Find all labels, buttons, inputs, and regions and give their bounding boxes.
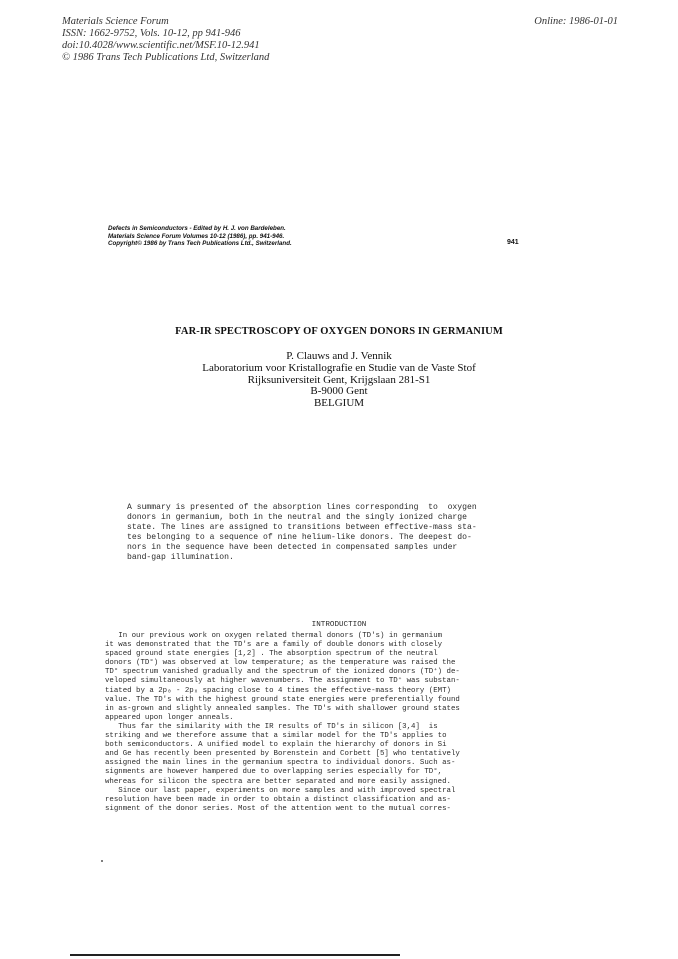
abstract-line: band-gap illumination. [127,553,234,563]
doi-line: doi:10.4028/www.scientific.net/MSF.10-12.941 [62,40,260,51]
body-line: veloped simultaneously at higher wavenumbers. The assignment to TD⁺ was substan- [105,677,460,686]
issn-line: ISSN: 1662-9752, Vols. 10-12, pp 941-946 [62,28,241,39]
online-date: Online: 1986-01-01 [534,16,618,27]
paper-title: FAR-IR SPECTROSCOPY OF OXYGEN DONORS IN GERMANIUM [175,326,503,337]
body-line: both semiconductors. A unified model to explain the hierarchy of donors in Si [105,741,447,750]
abstract-line: nors in the sequence have been detected in compensated samples under [127,543,458,553]
body-line: and Ge has recently been presented by Borenstein and Corbett [5] who tentatively [105,750,460,759]
book-line-1: Defects in Semiconductors - Edited by H. J. von Bardeleben. [108,225,286,232]
author-names: P. Clauws and J. Vennik [286,350,392,362]
body-line: whereas for silicon the spectra are better separated and more easily assigned. [105,777,451,786]
abstract-line: A summary is presented of the absorption lines corresponding to oxygen [127,503,477,512]
affiliation-line-4: BELGIUM [313,397,365,410]
section-heading-introduction: INTRODUCTION [311,621,367,629]
abstract-line: tes belonging to a sequence of nine helium-like donors. The deepest do- [127,533,472,543]
abstract-line: state. The lines are assigned to transitions between effective-mass sta- [127,523,477,533]
affiliation-line-3: B-9000 Gent [310,385,368,398]
journal-header [62,16,269,64]
body-line: in as-grown and slightly annealed samples. The TD's with shallower ground states [105,704,460,713]
body-line: donors (TD°) was observed at low temperature; as the temperature was raised the [105,659,456,668]
body-line: striking and we therefore assume that a similar model for the TD's applies to [105,732,447,741]
journal-name: Materials Science Forum [62,16,169,27]
body-line: appeared upon longer anneals. [105,713,234,722]
body-line: Thus far the similarity with the IR results of TD's in silicon [3,4] is [105,722,438,731]
body-line: spaced ground state energies [1,2] . The absorption spectrum of the neutral [105,650,438,659]
book-line-3: Copyright© 1986 by Trans Tech Publications Ltd., Switzerland. [108,240,292,248]
body-line: signment of the donor series. Most of the attention went to the mutual corres- [105,804,451,813]
body-line: resolution have been made in order to obtain a distinct classification and as- [105,795,451,804]
introduction-body [105,632,460,814]
body-line: Since our last paper, experiments on more samples and with improved spectral [105,786,456,795]
book-citation [108,225,292,248]
affiliation-line-1: Laboratorium voor Kristallografie en Studie van de Vaste Stof [202,361,476,374]
book-line-2: Materials Science Forum Volumes 10-12 (1986), pp. 941-946. [108,232,285,240]
copyright-line: © 1986 Trans Tech Publications Ltd, Switzerland [62,52,270,63]
abstract [127,503,477,564]
body-line: TD° spectrum vanished gradually and the spectrum of the ionized donors (TD⁺) de- [105,668,460,677]
footnote-rule [70,954,400,956]
body-line: In our previous work on oxygen related thermal donors (TD's) in germanium [105,632,443,640]
body-line: assigned the main lines in the germanium spectra to individual donors. Such as- [105,759,456,768]
page-number: 941 [507,239,519,246]
author-block [0,351,678,410]
abstract-line: donors in germanium, both in the neutral and the singly ionized charge [127,513,467,523]
body-line: it was demonstrated that the TD's are a family of double donors with closely [105,641,443,650]
affiliation-line-2: Rijksuniversiteit Gent, Krijgslaan 281-S1 [247,373,431,386]
scan-speck [101,860,103,862]
body-line: tiated by a 2p₀ - 2pₓ spacing close to 4 times the effective-mass theory (EMT) [105,686,451,695]
body-line: signments are however hampered due to overlapping series especially for TD°, [105,768,443,777]
body-line: value. The TD's with the highest ground state energies were preferentially found [105,695,460,704]
